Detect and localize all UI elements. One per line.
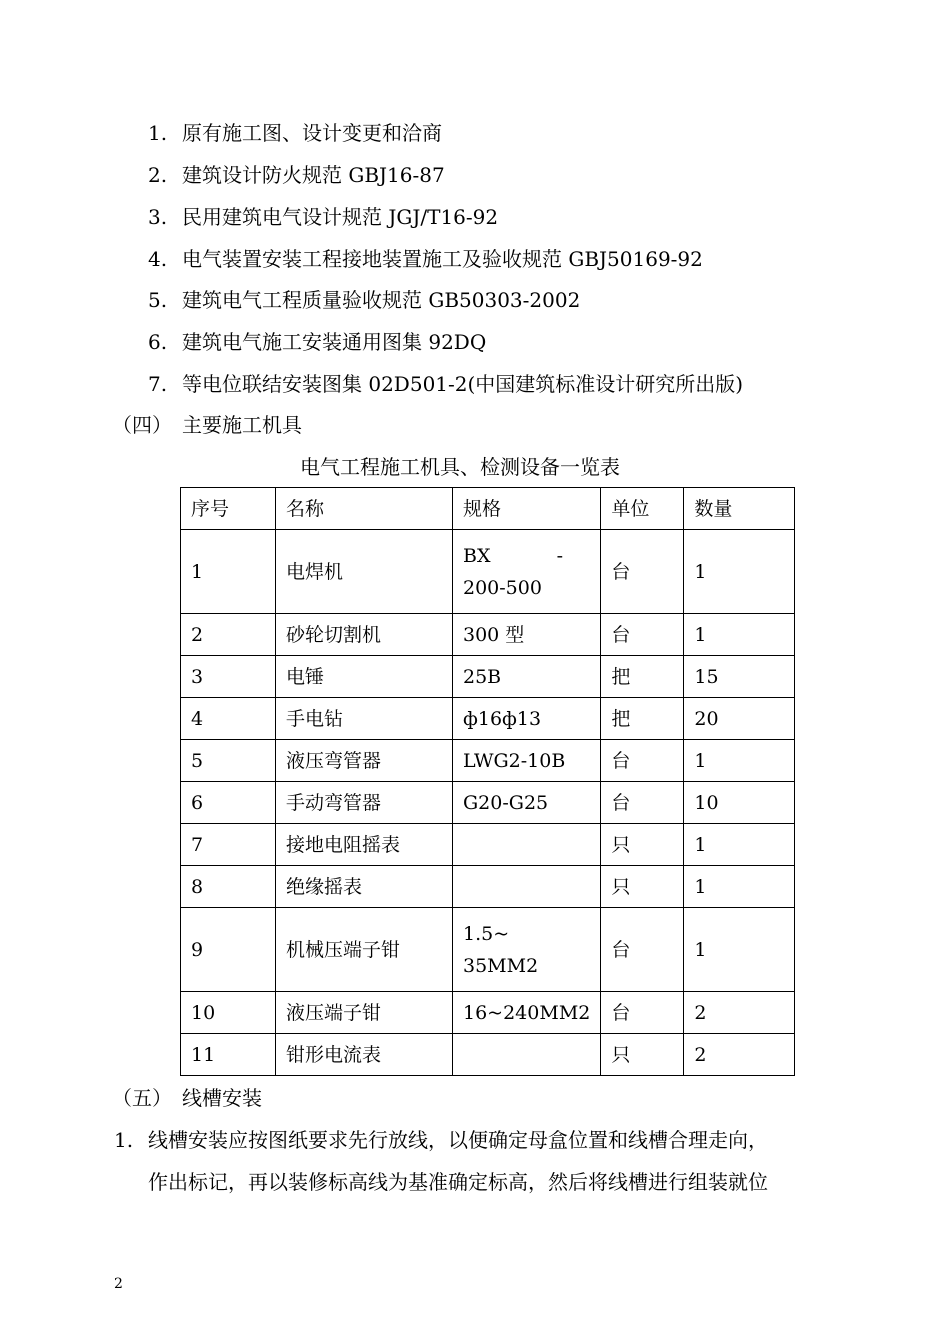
cell-qty: 1 — [684, 614, 795, 656]
section-title: 主要施工机具 — [182, 413, 302, 437]
cell-spec: 16~240MM2 — [453, 992, 601, 1034]
cell-unit: 把 — [601, 698, 684, 740]
reference-item: 6. 建筑电气施工安装通用图集 92DQ — [148, 330, 487, 354]
cell-spec: LWG2-10B — [453, 740, 601, 782]
cell-no: 5 — [181, 740, 276, 782]
section-title: 线槽安装 — [182, 1086, 262, 1110]
cell-unit: 台 — [601, 614, 684, 656]
cell-name: 电锤 — [276, 656, 453, 698]
cell-spec: G20-G25 — [453, 782, 601, 824]
cell-spec: BX - 200-500 — [453, 530, 601, 614]
reference-item: 2. 建筑设计防火规范 GBJ16-87 — [148, 163, 445, 187]
table-caption: 电气工程施工机具、检测设备一览表 — [300, 455, 620, 479]
table-row — [181, 698, 795, 740]
table-row — [181, 740, 795, 782]
cell-qty: 2 — [684, 1034, 795, 1076]
cell-name: 液压端子钳 — [276, 992, 453, 1034]
cell-unit: 台 — [601, 992, 684, 1034]
cell-unit: 只 — [601, 1034, 684, 1076]
reference-item: 5. 建筑电气工程质量验收规范 GB50303-2002 — [148, 288, 581, 312]
cell-qty: 15 — [684, 656, 795, 698]
cell-spec: ф16ф13 — [453, 698, 601, 740]
cell-qty: 10 — [684, 782, 795, 824]
cell-name: 机械压端子钳 — [276, 908, 453, 992]
cell-no: 4 — [181, 698, 276, 740]
cell-unit: 台 — [601, 530, 684, 614]
cell-no: 10 — [181, 992, 276, 1034]
paragraph-line: 作出标记，再以装修标高线为基准确定标高，然后将线槽进行组装就位 — [148, 1170, 768, 1194]
cell-spec: 300 型 — [453, 614, 601, 656]
reference-item: 3. 民用建筑电气设计规范 JGJ/T16-92 — [148, 205, 499, 229]
cell-no: 6 — [181, 782, 276, 824]
cell-qty: 1 — [684, 908, 795, 992]
cell-qty: 1 — [684, 740, 795, 782]
table-row — [181, 866, 795, 908]
cell-unit: 台 — [601, 908, 684, 992]
table-row — [181, 908, 795, 992]
table-header-row — [181, 488, 795, 530]
table-row — [181, 1034, 795, 1076]
cell-spec — [453, 1034, 601, 1076]
reference-item: 7. 等电位联结安装图集 02D501-2(中国建筑标准设计研究所出版) — [148, 372, 744, 396]
section-label: （四） — [112, 413, 172, 437]
cell-no: 8 — [181, 866, 276, 908]
column-header: 序号 — [181, 488, 276, 530]
column-header: 名称 — [276, 488, 453, 530]
cell-name: 液压弯管器 — [276, 740, 453, 782]
column-header: 数量 — [684, 488, 795, 530]
cell-unit: 台 — [601, 740, 684, 782]
paragraph-line: 1. 线槽安装应按图纸要求先行放线，以便确定母盒位置和线槽合理走向， — [114, 1128, 768, 1152]
cell-unit: 只 — [601, 866, 684, 908]
cell-qty: 20 — [684, 698, 795, 740]
cell-no: 11 — [181, 1034, 276, 1076]
table-row — [181, 782, 795, 824]
cell-unit: 把 — [601, 656, 684, 698]
cell-no: 9 — [181, 908, 276, 992]
cell-no: 7 — [181, 824, 276, 866]
cell-no: 1 — [181, 530, 276, 614]
table-row — [181, 824, 795, 866]
column-header: 单位 — [601, 488, 684, 530]
table-row — [181, 992, 795, 1034]
cell-unit: 台 — [601, 782, 684, 824]
cell-no: 2 — [181, 614, 276, 656]
cell-spec: 25B — [453, 656, 601, 698]
cell-qty: 1 — [684, 866, 795, 908]
cell-name: 砂轮切割机 — [276, 614, 453, 656]
cell-qty: 1 — [684, 530, 795, 614]
cell-spec — [453, 824, 601, 866]
column-header: 规格 — [453, 488, 601, 530]
table-row — [181, 614, 795, 656]
cell-name: 手电钻 — [276, 698, 453, 740]
cell-spec: 1.5~ 35MM2 — [453, 908, 601, 992]
reference-item: 1. 原有施工图、设计变更和洽商 — [148, 121, 442, 145]
table-row — [181, 530, 795, 614]
cell-name: 手动弯管器 — [276, 782, 453, 824]
page-number: 2 — [114, 1276, 123, 1292]
cell-qty: 1 — [684, 824, 795, 866]
cell-name: 钳形电流表 — [276, 1034, 453, 1076]
cell-spec — [453, 866, 601, 908]
section-heading — [112, 1084, 262, 1112]
cell-name: 电焊机 — [276, 530, 453, 614]
section-heading — [112, 411, 302, 439]
cell-qty: 2 — [684, 992, 795, 1034]
section-label: （五） — [112, 1086, 172, 1110]
cell-unit: 只 — [601, 824, 684, 866]
reference-item: 4. 电气装置安装工程接地装置施工及验收规范 GBJ50169-92 — [148, 247, 703, 271]
table-row — [181, 656, 795, 698]
cell-no: 3 — [181, 656, 276, 698]
cell-name: 接地电阻摇表 — [276, 824, 453, 866]
cell-name: 绝缘摇表 — [276, 866, 453, 908]
equipment-table — [180, 487, 795, 1076]
